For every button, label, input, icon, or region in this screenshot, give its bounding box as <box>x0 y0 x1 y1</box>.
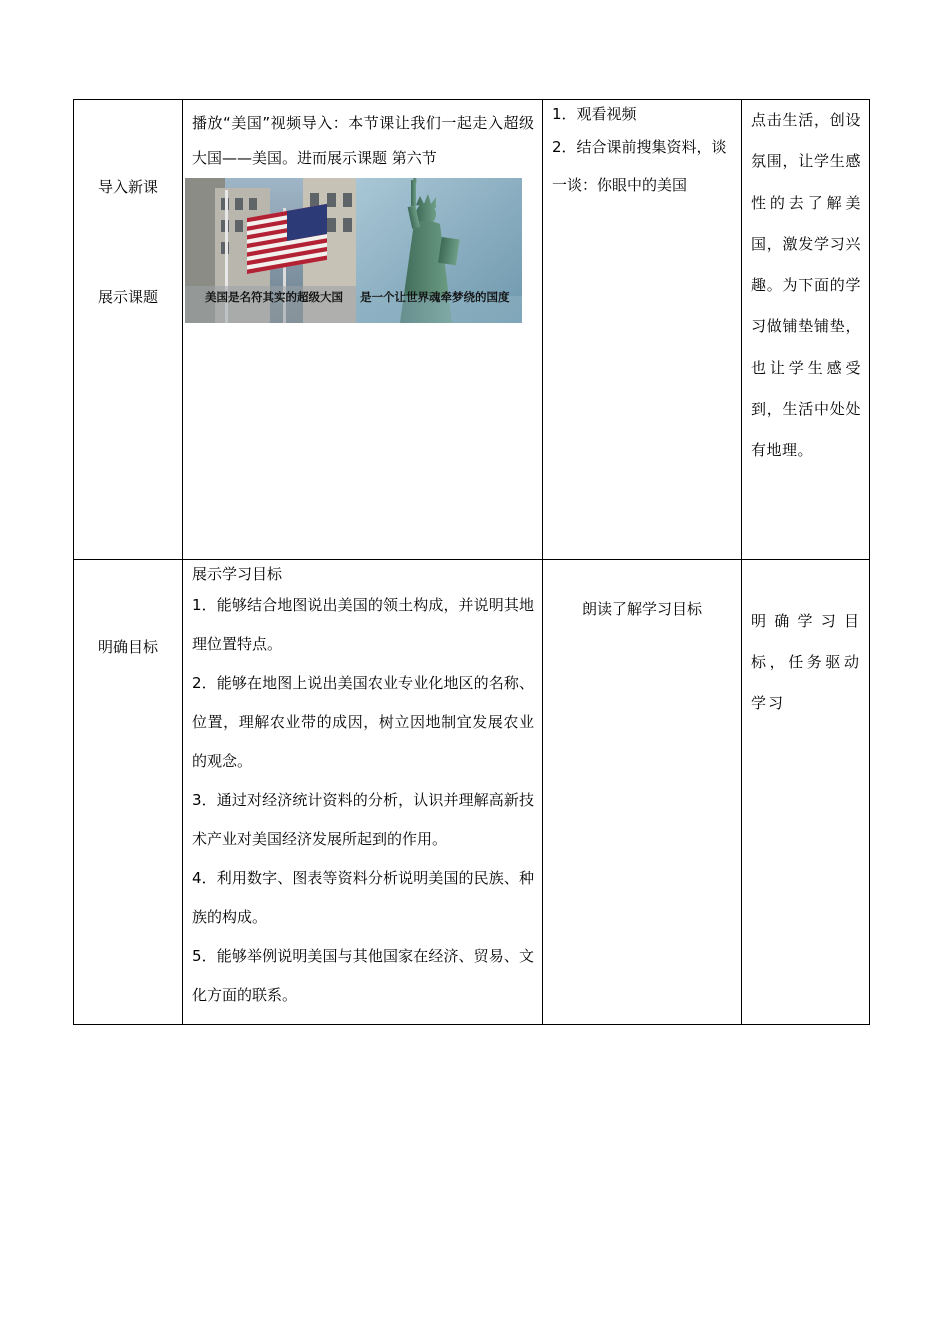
design-cell <box>742 100 870 560</box>
statue-frame <box>356 178 522 323</box>
student-activity: 1．观看视频 <box>552 105 637 123</box>
table-row <box>74 560 870 1025</box>
table-row <box>74 100 870 560</box>
goal-item: 4．利用数字、图表等资料分析说明美国的民族、种族的构成。 <box>192 869 534 926</box>
video-caption: 是一个让世界魂牵梦绕的国度 <box>360 290 510 304</box>
stage-cell <box>74 560 183 1025</box>
content-cell <box>183 560 543 1025</box>
design-intent: 明确学习目标，任务驱动学习 <box>751 612 861 712</box>
stage-label: 展示课题 <box>97 288 158 306</box>
goal-item: 3．通过对经济统计资料的分析，认识并理解高新技术产业对美国经济发展所起到的作用。 <box>192 791 534 848</box>
goal-item: 1．能够结合地图说出美国的领土构成，并说明其地理位置特点。 <box>192 596 534 653</box>
video-caption: 美国是名符其实的超级大国 <box>205 290 343 304</box>
goal-item: 5．能够举例说明美国与其他国家在经济、贸易、文化方面的联系。 <box>192 947 534 1004</box>
design-intent: 点击生活，创设氛围，让学生感性的去了解美国，激发学习兴趣。为下面的学习做铺垫铺垫，也让学生感受到，生活中处处有地理。 <box>751 111 861 460</box>
stage-label: 导入新课 <box>97 178 158 196</box>
flag-frame <box>185 178 356 323</box>
intro-text: 播放“美国”视频导入：本节课让我们一起走入超级大国——美国。进而展示课题 第六节 <box>192 114 534 167</box>
goals-title: 展示学习目标 <box>192 565 283 583</box>
stage-cell <box>74 100 183 560</box>
goal-item: 2．能够在地图上说出美国农业专业化地区的名称、位置，理解农业带的成因，树立因地制宜发展农业的观念。 <box>192 674 534 770</box>
student-activity: 朗读了解学习目标 <box>581 600 702 618</box>
student-cell <box>543 100 742 560</box>
stage-label: 明确目标 <box>97 638 158 656</box>
design-cell <box>742 560 870 1025</box>
content-cell <box>183 100 543 560</box>
lesson-plan-table <box>73 99 870 1025</box>
video-screenshot <box>185 178 522 323</box>
student-cell <box>543 560 742 1025</box>
student-activity: 2．结合课前搜集资料，谈一谈：你眼中的美国 <box>552 138 727 194</box>
